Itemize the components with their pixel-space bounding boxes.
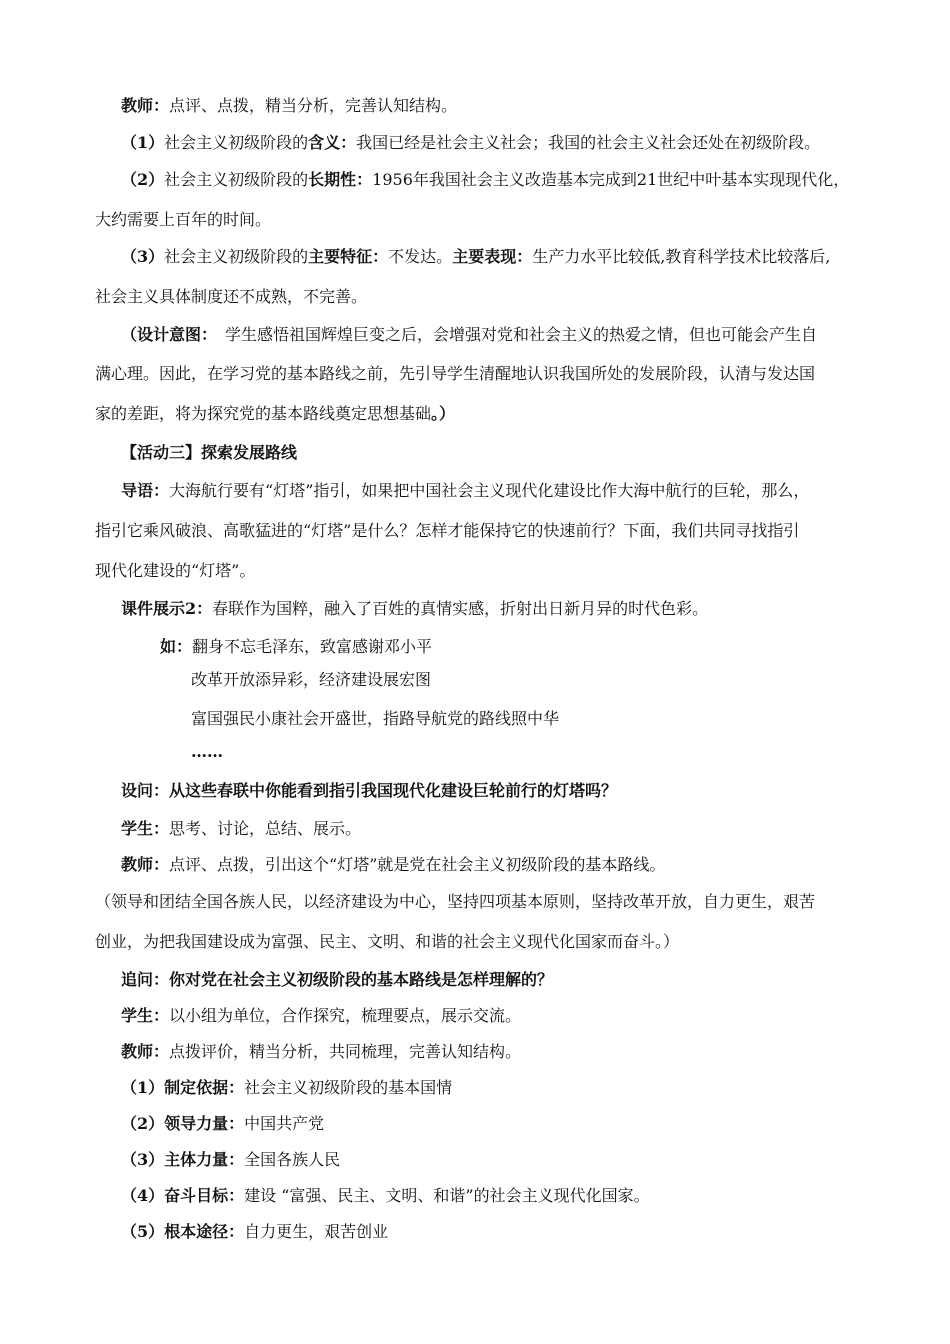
- point-long-term-cont: 大约需要上百年的时间。: [95, 210, 272, 229]
- teacher-paragraph-3: 教师：点拨评价，精当分析，共同梳理，完善认知结构。: [121, 1042, 522, 1061]
- basic-line-text: （领导和团结全国各族人民，以经济建设为中心，坚持四项基本原则，坚持改革开放，自力更生，艰苦: [95, 892, 816, 911]
- couplet-3: 富国强民小康社会开盛世，指路导航党的路线照中华: [191, 709, 560, 728]
- point-long-term: （2）社会主义初级阶段的长期性：1956年我国社会主义改造基本完成到21世纪中叶基本实现现代化，: [121, 170, 850, 189]
- teacher-paragraph-1: 教师：点评、点拨，精当分析，完善认知结构。: [121, 96, 458, 115]
- intro-line3: 现代化建设的“灯塔”。: [95, 561, 256, 580]
- intro-paragraph: 导语：大海航行要有“灯塔”指引，如果把中国社会主义现代化建设比作大海中航行的巨轮，那么，: [121, 481, 810, 500]
- activity-three-heading: 【活动三】探索发展路线: [121, 443, 298, 462]
- point-meaning: （1）社会主义初级阶段的含义：我国已经是社会主义社会；我国的社会主义社会还处在初级阶段。: [121, 133, 821, 152]
- design-intent: （设计意图： 学生感悟祖国辉煌巨变之后，会增强对党和社会主义的热爱之情，但也可能会产生自: [121, 325, 818, 344]
- list-item: （1）制定依据：社会主义初级阶段的基本国情: [121, 1078, 453, 1097]
- list-item: （3）主体力量：全国各族人民: [121, 1150, 341, 1169]
- design-intent-line2: 满心理。因此，在学习党的基本路线之前，先引导学生清醒地认识我国所处的发展阶段，认清与发达国: [95, 364, 816, 383]
- question: 设问：从这些春联中你能看到指引我国现代化建设巨轮前行的灯塔吗？: [121, 781, 618, 800]
- point-main-feature-cont: 社会主义具体制度还不成熟，不完善。: [95, 287, 368, 306]
- couplet-1: 如：翻身不忘毛泽东，致富感谢邓小平: [160, 637, 433, 656]
- list-item: （2）领导力量：中国共产党: [121, 1114, 325, 1133]
- follow-up-question: 追问：你对党在社会主义初级阶段的基本路线是怎样理解的？: [121, 970, 554, 989]
- teacher-paragraph-2: 教师：点评、点拨，引出这个“灯塔”就是党在社会主义初级阶段的基本路线。: [121, 855, 666, 874]
- student-response-2: 学生：以小组为单位，合作探究，梳理要点，展示交流。: [121, 1006, 522, 1025]
- courseware-display: 课件展示2：春联作为国粹，融入了百姓的真情实感，折射出日新月异的时代色彩。: [121, 599, 709, 618]
- couplet-2: 改革开放添异彩，经济建设展宏图: [191, 670, 432, 689]
- list-item: （5）根本途径：自力更生，艰苦创业: [121, 1222, 389, 1241]
- basic-line-text-2: 创业，为把我国建设成为富强、民主、文明、和谐的社会主义现代化国家而奋斗。）: [95, 932, 680, 951]
- couplet-ellipsis: ……: [191, 742, 223, 761]
- design-intent-line3: 家的差距，将为探究党的基本路线奠定思想基础。）: [95, 404, 456, 423]
- intro-line2: 指引它乘风破浪、高歌猛进的“灯塔”是什么？怎样才能保持它的快速前行？下面，我们共同寻找指引: [95, 521, 800, 540]
- list-item: （4）奋斗目标：建设 “富强、民主、文明、和谐”的社会主义现代化国家。: [121, 1186, 650, 1205]
- point-main-feature: （3）社会主义初级阶段的主要特征：不发达。主要表现：生产力水平比较低,教育科学技术比较落后,: [121, 247, 831, 266]
- student-response-1: 学生：思考、讨论，总结、展示。: [121, 819, 362, 838]
